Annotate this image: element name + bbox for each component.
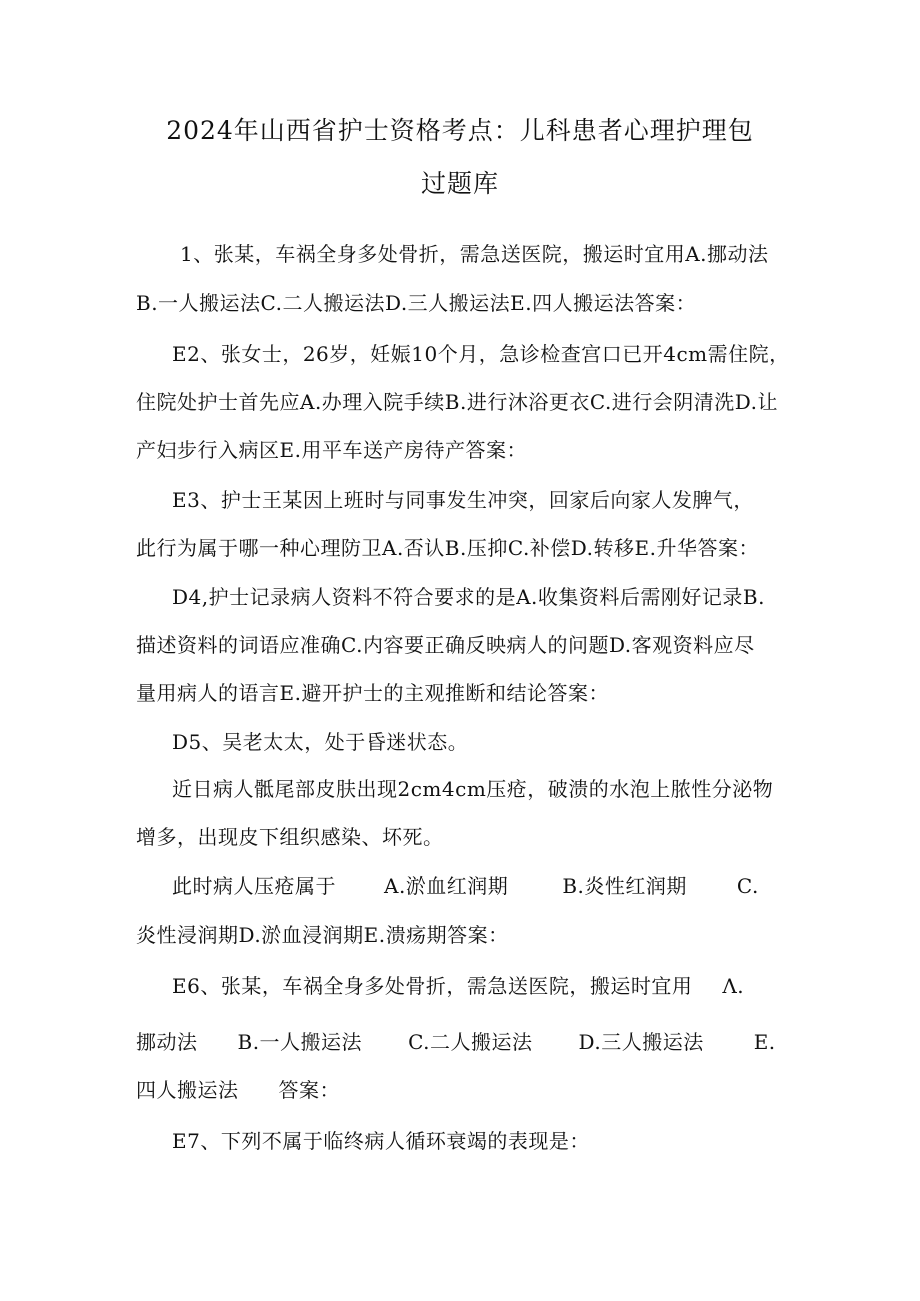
question-6-option-e-prefix: E. (753, 1030, 776, 1054)
question-6-line-1 (172, 972, 832, 1000)
question-5-option-a: A.淤血红润期 (384, 874, 509, 898)
question-6-option-a-prefix: Λ. (722, 974, 745, 998)
question-6-option-b: B.一人搬运法 (237, 1030, 363, 1054)
question-2-line-3: 产妇步行入病区E.用平车送产房待产答案： (136, 438, 527, 462)
question-6-stem: E6、张某，车祸全身多处骨折，需急送医院，搬运时宜用 (172, 974, 693, 998)
question-6-line-3 (136, 1076, 796, 1104)
question-6-option-a-text: 挪动法 (136, 1030, 198, 1054)
question-5-option-b: B.炎性红润期 (562, 874, 687, 898)
question-4-line-2: 描述资料的词语应准确C.内容要正确反映病人的问题D.客观资料应尽 (136, 633, 755, 657)
question-5-stem: 此时病人压疮属于 (172, 874, 336, 898)
question-5-option-c-prefix: C. (736, 874, 759, 898)
question-4-line-1: D4,护士记录病人资料不符合要求的是A.收集资料后需刚好记录B. (172, 585, 765, 609)
question-5-line-3: 增多，出现皮下组织感染、坏死。 (136, 825, 444, 849)
question-6-line-2 (136, 1028, 796, 1056)
question-7-line-1: E7、下列不属于临终病人循环衰竭的表现是： (172, 1129, 590, 1153)
question-5-line-5: 炎性浸润期D.淤血浸润期E.溃疡期答案： (136, 923, 509, 947)
question-1-line-1: 1、张某，车祸全身多处骨折，需急送医院，搬运时宜用A.挪动法 (180, 242, 769, 266)
question-5-line-2: 近日病人骶尾部皮肤出现2cm4cm压疮，破溃的水泡上脓性分泌物 (172, 777, 774, 801)
question-3-line-2: 此行为属于哪一种心理防卫A.否认B.压抑C.补偿D.转移E.升华答案： (136, 536, 759, 560)
question-2-line-2: 住院处护士首先应A.办理入院手续B.进行沐浴更衣C.进行会阴清洗D.让 (136, 390, 778, 414)
question-1-line-2: B.一人搬运法C.二人搬运法D.三人搬运法E.四人搬运法答案： (136, 291, 697, 315)
question-6-option-d: D.三人搬运法 (578, 1030, 704, 1054)
question-6-option-c: C.二人搬运法 (408, 1030, 533, 1054)
document-title-line-1: 2024年山西省护士资格考点：儿科患者心理护理包 (166, 116, 754, 145)
question-2-line-1: E2、张女士，26岁，妊娠10个月，急诊检查宫口已开4cm需住院， (172, 342, 790, 366)
question-3-line-1: E3、护士王某因上班时与同事发生冲突，回家后向家人发脾气， (172, 488, 754, 512)
question-5-line-4 (172, 872, 832, 900)
question-6-option-e-text: 四人搬运法 (136, 1078, 239, 1102)
question-5-line-1: D5、吴老太太，处于昏迷状态。 (172, 730, 469, 754)
document-title-line-2: 过题库 (420, 169, 499, 198)
question-6-answer-label: 答案： (278, 1078, 340, 1102)
question-4-line-3: 量用病人的语言E.避开护士的主观推断和结论答案： (136, 681, 609, 705)
